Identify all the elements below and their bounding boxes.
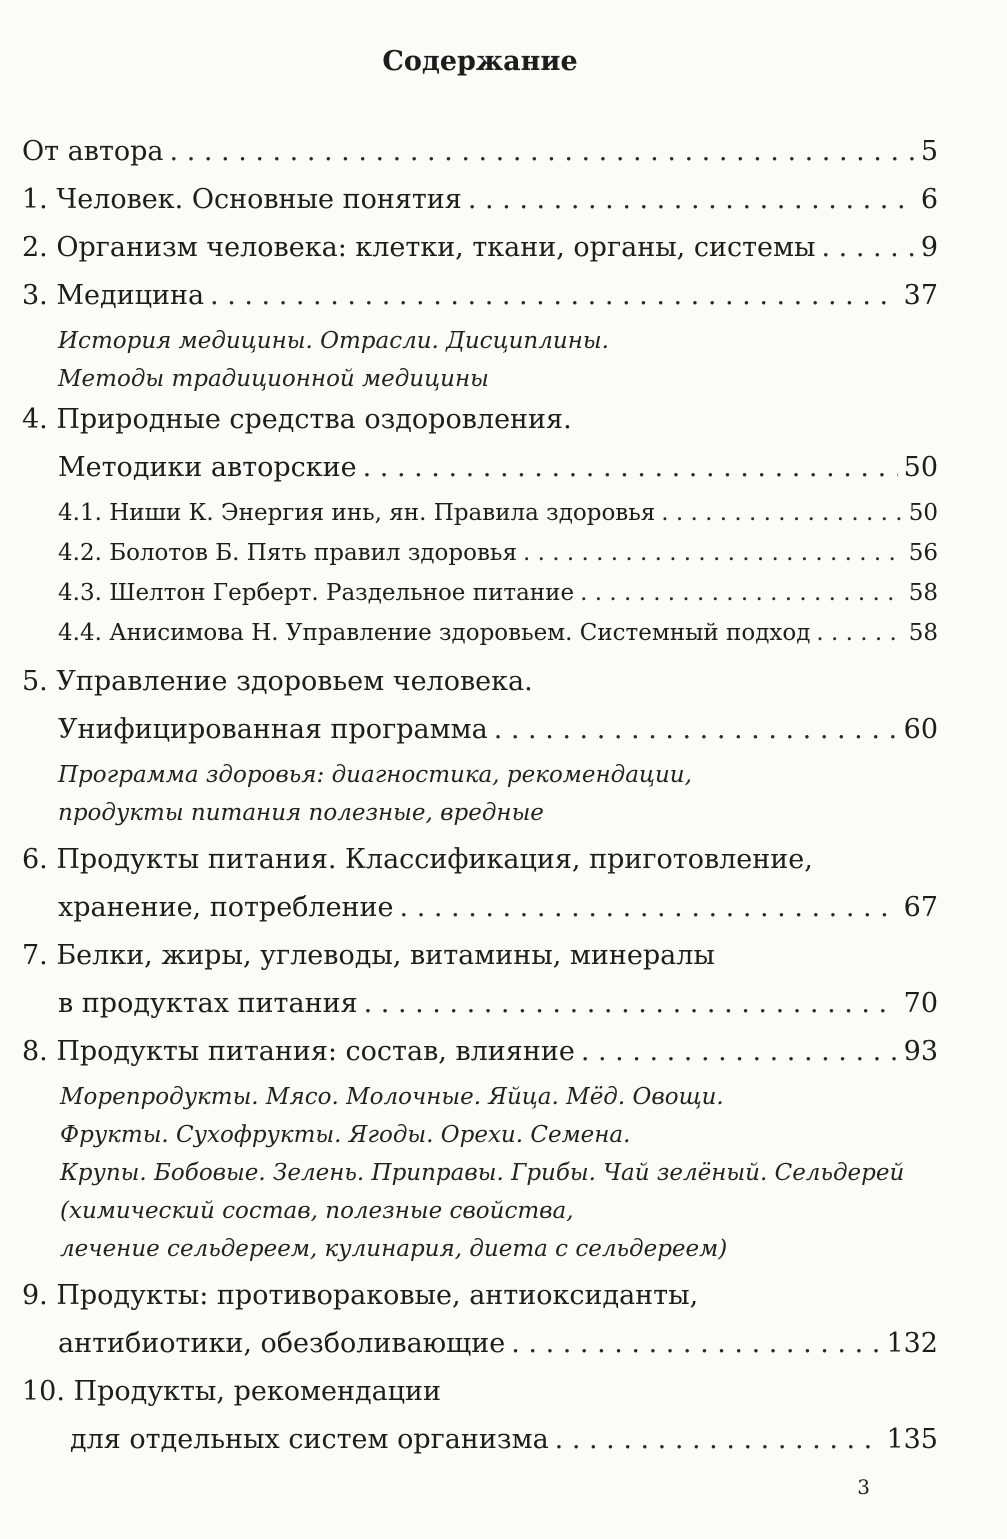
toc-annotation: Фрукты. Сухофрукты. Ягоды. Орехи. Семена. (60, 1122, 631, 1148)
toc-entry-continuation[interactable] (22, 988, 938, 1036)
toc-entry-page: 6 (920, 184, 938, 215)
toc-entry-label: 5. Управление здоровьем человека. (22, 666, 533, 697)
toc-annotation: Методы традиционной медицины (58, 366, 489, 392)
toc-entry-page: 5 (920, 136, 938, 167)
toc-entry[interactable] (22, 280, 938, 328)
toc-entry-continuation[interactable] (22, 1424, 938, 1472)
toc-entry-page: 37 (903, 280, 938, 311)
toc-entry-page: 67 (903, 892, 938, 923)
toc-subentry[interactable] (22, 620, 938, 660)
toc-annotation: лечение сельдереем, кулинария, диета с сельдереем) (60, 1236, 728, 1262)
dot-leader (661, 500, 902, 526)
toc-entry-label: Унифицированная программа (58, 714, 488, 745)
toc-entry-page: 9 (920, 232, 938, 263)
dot-leader (494, 714, 898, 745)
toc-entry-label: 7. Белки, жиры, углеводы, витамины, минералы (22, 940, 715, 971)
dot-leader (581, 1036, 898, 1067)
toc-entry-label: Методики авторские (58, 452, 357, 483)
toc-entry-page: 93 (903, 1036, 938, 1067)
toc-entry-heading[interactable] (22, 404, 938, 452)
toc-annotation: История медицины. Отрасли. Дисциплины. (58, 328, 609, 354)
toc-entry-page: 70 (903, 988, 938, 1019)
toc-subentry[interactable] (22, 500, 938, 540)
toc-subentry-page: 56 (908, 540, 938, 566)
toc-entry-label: 1. Человек. Основные понятия (22, 184, 462, 215)
toc-entry-label: 9. Продукты: противораковые, антиоксиданты, (22, 1280, 699, 1311)
toc-subentry[interactable] (22, 580, 938, 620)
dot-leader (468, 184, 915, 215)
toc-subentry-page: 50 (908, 500, 938, 526)
toc-annotation: Морепродукты. Мясо. Молочные. Яйца. Мёд. Овощи. (60, 1084, 724, 1110)
toc-annotation: Крупы. Бобовые. Зелень. Приправы. Грибы. Чай зелёный. Сельдерей (60, 1160, 905, 1186)
toc-subentry-label: 4.1. Ниши К. Энергия инь, ян. Правила здоровья (58, 500, 656, 526)
dot-leader (400, 892, 898, 923)
footer-page-number: 3 (857, 1475, 870, 1499)
toc-entry-continuation[interactable] (22, 714, 938, 762)
toc-entry-label: От автора (22, 136, 164, 167)
toc-entry-label: в продуктах питания (58, 988, 358, 1019)
toc-subentry-page: 58 (908, 580, 938, 606)
dot-leader (364, 988, 898, 1019)
dot-leader (523, 540, 903, 566)
dot-leader (816, 620, 902, 646)
toc-page (22, 0, 938, 1539)
toc-entry[interactable] (22, 184, 938, 232)
toc-entry-label: 10. Продукты, рекомендации (22, 1376, 442, 1407)
toc-entry-continuation[interactable] (22, 452, 938, 500)
toc-entry-label: антибиотики, обезболивающие (58, 1328, 506, 1359)
dot-leader (822, 232, 915, 263)
toc-entry[interactable] (22, 232, 938, 280)
toc-subentry-label: 4.4. Анисимова Н. Управление здоровьем. Системный подход (58, 620, 811, 646)
toc-entry-label: для отдельных систем организма (70, 1424, 549, 1455)
dot-leader (555, 1424, 881, 1455)
toc-annotation: Программа здоровья: диагностика, рекомендации, (58, 762, 692, 788)
toc-entry[interactable] (22, 1036, 938, 1084)
toc-entry-label: 8. Продукты питания: состав, влияние (22, 1036, 575, 1067)
toc-entry-heading[interactable] (22, 844, 938, 892)
toc-entry-page: 60 (903, 714, 938, 745)
dot-leader (210, 280, 898, 311)
toc-subentry-page: 58 (908, 620, 938, 646)
toc-entry-page: 135 (886, 1424, 938, 1455)
dot-leader (170, 136, 915, 167)
toc-entry-label: 4. Природные средства оздоровления. (22, 404, 572, 435)
toc-subentry-label: 4.2. Болотов Б. Пять правил здоровья (58, 540, 517, 566)
dot-leader (580, 580, 903, 606)
toc-entry-heading[interactable] (22, 1280, 938, 1328)
dot-leader (363, 452, 898, 483)
toc-entry[interactable] (22, 136, 938, 184)
dot-leader (511, 1328, 880, 1359)
toc-entry-continuation[interactable] (22, 1328, 938, 1376)
toc-annotation: (химический состав, полезные свойства, (60, 1198, 574, 1224)
toc-entry-continuation[interactable] (22, 892, 938, 940)
toc-entry-heading[interactable] (22, 1376, 938, 1424)
table-of-contents (22, 136, 938, 1472)
page-title: Содержание (382, 46, 578, 77)
toc-entry-page: 132 (886, 1328, 938, 1359)
toc-entry-heading[interactable] (22, 666, 938, 714)
toc-entry-label: 6. Продукты питания. Классификация, приготовление, (22, 844, 813, 875)
toc-entry-label: 2. Организм человека: клетки, ткани, органы, системы (22, 232, 816, 263)
toc-entry-page: 50 (903, 452, 938, 483)
toc-entry-label: 3. Медицина (22, 280, 205, 311)
toc-subentry-label: 4.3. Шелтон Герберт. Раздельное питание (58, 580, 575, 606)
toc-entry-heading[interactable] (22, 940, 938, 988)
toc-entry-label: хранение, потребление (58, 892, 394, 923)
toc-subentry[interactable] (22, 540, 938, 580)
toc-annotation: продукты питания полезные, вредные (58, 800, 544, 826)
